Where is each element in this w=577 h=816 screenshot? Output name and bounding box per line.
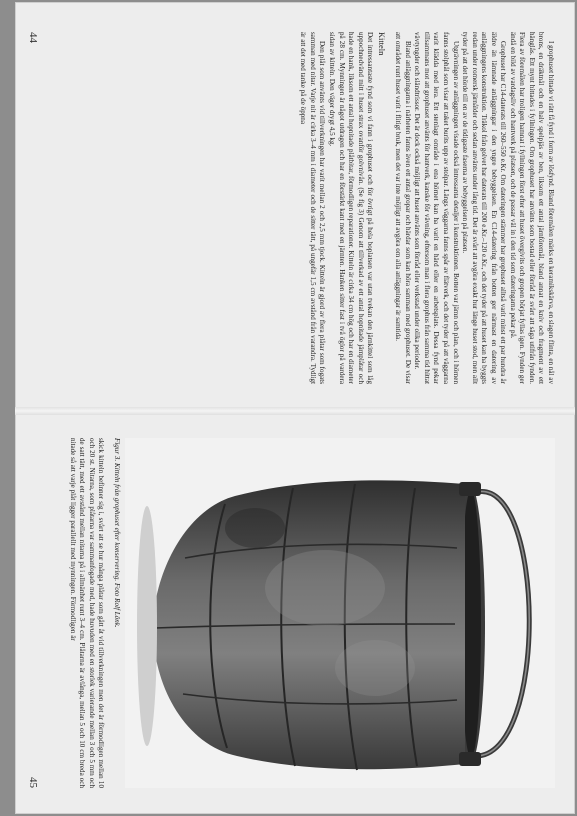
page-number-right: 45 <box>27 777 39 788</box>
right-page-body <box>67 438 105 788</box>
paragraph: Bland anläggningarna i närheten fanns även ett antal gropar och härdar som kan höra samman med grophuset. De visar att området runt huset varit i flitigt bruk, men det var inte möjligt att avgöra om alla anläggningar är samtida. <box>394 32 412 384</box>
paragraph: Grophuset har C14-daterats till 260–550 e.Kr. Om dateringen stämmer har grophuset alltså varit minst ett par hundra år äldre än lämnade anläggningar i den yngre bebyggelsen. En C14-datering från botten ger närmast en datering av anläggningens konstruktion. Träkol från golvet har daterats till 200 e.Kr.–120 e.Kr., och det tyder på att huset kan ha byggts redan under romersk järnålder och sedan använts under lång tid. Det är svårt att avgöra exakt hur länge huset stod, men allt tyder på att det hörde till en av de tidigaste faserna av bebyggelsen på platsen. <box>461 32 508 384</box>
paragraph: Det intressantaste fynd som vi fann i grophuset och för övrigt på hela boplatsen var utan tvekan den järnkittel som låg uppochnedvänd mitt i huset strax ovanför golvnivån. (Se fig 3) Genom att tillverkad av ett antal hopnitade järnplåtar och hade en hank, liksom ett antal hopnitade plåtbitar, förmodligen reparationer. Kitteln är cirka 34 cm hög och har en diameter på 28 cm. Mynningen är något utdragen och har en förstärkt kant med en järnten. Hanken sitter fast i två öglor på vardera sidan av kitteln. Den väger drygt 4,5 kg. <box>327 32 375 384</box>
page-fold <box>15 407 575 415</box>
cauldron-photo <box>125 438 555 788</box>
paragraph: skick kitteln befinner sig i, svårt att se hur många plåtar som gått åt vid tillverkningen men det är förmodligen mellan 10 och 20 st. Nitarna, som plåtarna var sammanfogade med, hade huvuden med en storlek varierande mellan 3 och 5 mm och de satt tätt, med ett avstånd mellan nitarna på i allmänhet runt 3–4 cm. Plåtarna är avlånga, mellan 5 och 10 cm breda och nitade så att varje plåt ligger parallellt med mynningen. Förmodligen är <box>68 438 106 788</box>
right-page <box>27 438 555 788</box>
iron-cauldron-image <box>125 438 555 788</box>
figure-caption: Figur 3. Kitteln från grophuset efter konservering. Foto Rolf Lönk. <box>113 438 121 628</box>
paragraph: I grophuset hittade vi rätt få fynd i form av lösfynd. Bland föremålen märks en keramikskärva, en slagen flinta, en nål av brons, en dräktnål och en halv spelpjäs av ben, liksom ett antal järnföremål, bland annat en kniv och fragment av ett hänglås. Ett mynt hittades i fyllningen. Om grophuset har använts som bostad eller förråd är svårt att säga utifrån fynden. Flera av föremålen har troligen hamnat i fyllningen först efter att huset övergivits och gropen börjat fyllas igen. Fynden ger ändå en bild av vardagsliv och hantverk på platsen, och de passar väl in i den tid som dateringarna pekar på. <box>508 32 555 384</box>
paragraph: Utgrävningen av anläggningen visade också intressanta detaljer i konstruktionen. Botten var jämn och plan, och i hörnen fanns stolphål som visar att taket burits upp av stolpar. Längs väggarna fanns spår av flätverk, och det tyder på att väggarna varit klädda med lera. Ett stenlagt område i ena hörnet kan ha varit en härd eller en arbetsplats. Dessa fynd pekar tillsammans mot att grophuset använts för hantverk, kanske för vävning, eftersom man i flera grophus från samma tid hittat vävtyngder och sländtrissor. Det är dock också möjligt att huset använts som förråd eller verkstad under olika perioder. <box>413 32 460 384</box>
section-heading: Kitteln <box>376 32 386 56</box>
page-number-left: 44 <box>27 32 39 43</box>
left-page <box>27 32 555 384</box>
left-page-body <box>298 32 555 384</box>
paper-sheet <box>15 2 575 814</box>
paragraph: Den plåt som använts vid tillverkningen har varit mellan 2 och 2,5 mm tjock. Kitteln är gjord av flera plåtar som fogats samman med nitar. Varje nit är cirka 3–4 mm i diameter och de sitter tätt, på ungefär 1,5 cm avstånd från varandra. Tydligt är att det med tanke på de öppna <box>299 32 327 384</box>
